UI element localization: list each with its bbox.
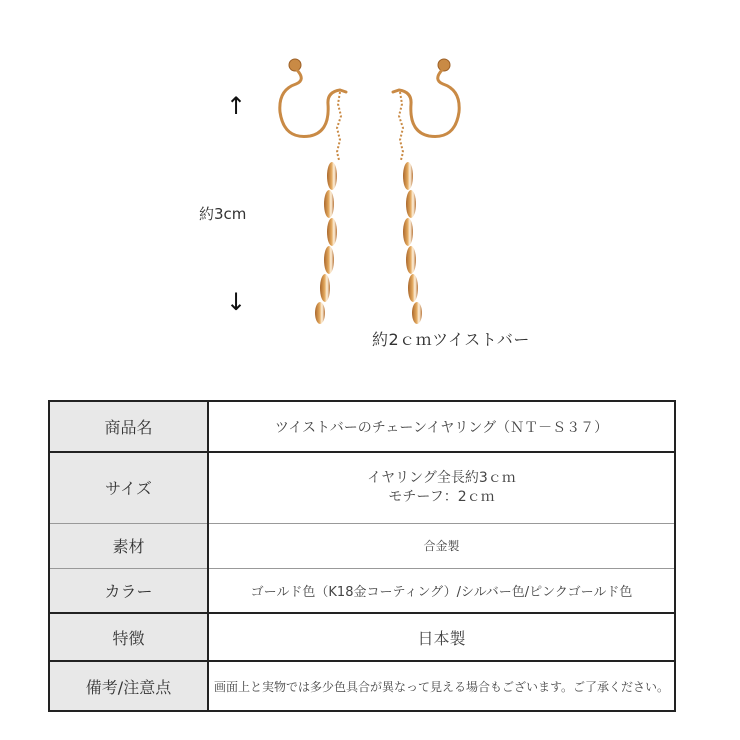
arrow-up-icon: ↑ xyxy=(226,92,247,120)
table-row-product-name xyxy=(49,401,675,452)
size-total-line: イヤリング全長約3ｃｍ xyxy=(367,469,516,486)
size-motif-line: モチーフ：2ｃｍ xyxy=(388,488,495,505)
left-twist-bar xyxy=(315,162,337,324)
arrow-down-icon: ↓ xyxy=(226,288,247,316)
color-value: ゴールド色（K18金コーティング）/シルバー色/ピンクゴールド色 xyxy=(208,568,675,613)
table-row-material xyxy=(49,523,675,568)
table-row-color xyxy=(49,568,675,613)
table-row-size xyxy=(49,452,675,523)
left-earring xyxy=(280,59,346,324)
size-value xyxy=(208,452,675,523)
spec-table xyxy=(48,400,676,712)
feature-value: 日本製 xyxy=(208,613,675,661)
row-label: 備考/注意点 xyxy=(49,661,208,711)
row-label: カラー xyxy=(49,568,208,613)
material-value: 合金製 xyxy=(208,523,675,568)
table-row-notes xyxy=(49,661,675,711)
product-name-value: ツイストバーのチェーンイヤリング（ＮＴ－Ｓ３７） xyxy=(208,401,675,452)
row-label: サイズ xyxy=(49,452,208,523)
row-label: 素材 xyxy=(49,523,208,568)
total-length-label: 約3cm xyxy=(199,205,247,223)
row-label: 商品名 xyxy=(49,401,208,452)
right-twist-bar xyxy=(403,162,422,324)
row-label: 特徴 xyxy=(49,613,208,661)
table-row-feature xyxy=(49,613,675,661)
right-earring xyxy=(393,59,459,324)
motif-length-label: 約2ｃｍツイストバー xyxy=(372,330,530,349)
notes-value: 画面上と実物では多少色具合が異なって見える場合もございます。ご了承ください。 xyxy=(208,661,675,711)
